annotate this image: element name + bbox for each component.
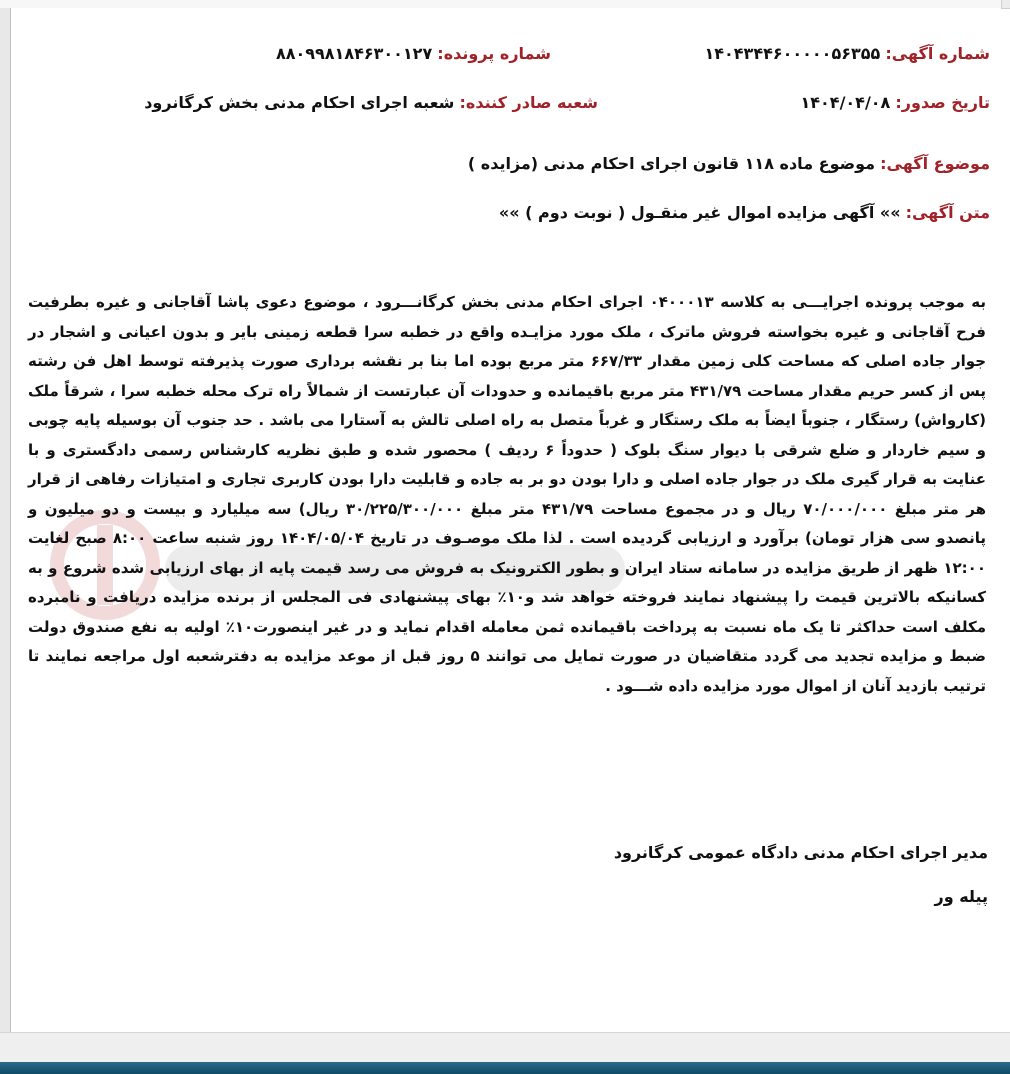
issuer-row (144, 93, 598, 112)
window-bottom-bar (0, 1032, 1010, 1063)
case-number-label: شماره پرونده: (437, 44, 551, 63)
notice-number-value: ۱۴۰۴۳۴۴۶۰۰۰۰۰۵۶۳۵۵ (704, 44, 881, 63)
window-top-strip (0, 0, 1010, 8)
issuer-label: شعبه صادر کننده: (459, 93, 598, 112)
text-title: »» آگهی مزایده اموال غیر منقـول ( نوبت دوم ) »» (498, 203, 901, 222)
issue-date-value: ۱۴۰۴/۰۴/۰۸ (800, 93, 891, 112)
text-title-row (499, 203, 990, 222)
window-left-edge (0, 8, 11, 1032)
notice-body-paragraph: به موجب پرونده اجرایـــی به کلاسه ۰۴۰۰۰۱۳ اجرای احکام مدنی بخش کرگانـــرود ، موضوع دعوی پاشا آقاجانی و غیره بطرفیت فرح آقاجانی و غیره بخواسته فروش ماترک ، ملک مورد مزایـده واقع در خطبه سرا قطعه زمینی بایر و بدون اعیانی و اشجار در جوار جاده اصلی که مساحت کلی زمین مقدار ۶۶۷/۳۳ متر مربع بوده اما بنا بر نقشه برداری صورت پذیرفته توسط اهل فن رشته پس از کسر حریم مقدار مساحت ۴۳۱/۷۹ متر مربع باقیمانده و حدودات آن عبارتست از شمالاً راه ترک محله خطبه سرا ، شرقاً ملک (کارواش) رستگار ، جنوباً ایضاً به ملک رستگار و غرباً متصل به راه اصلی تالش به آستارا می باشد . حد جنوب آن بوسیله پایه چوبی و سیم خاردار و ضلع شرقی با دیوار سنگ بلوک ( حدوداً ۶ ردیف ) محصور شده و طبق نظریه کارشناس رسمی دادگستری و با عنایت به قرار گیری ملک در جوار جاده اصلی و دارا بودن دو بر به جاده و قابلیت دارا بودن کاربری تجاری و امتیازات رفاهی از قرار هر متر مبلغ ۷۰/۰۰۰/۰۰۰ ریال و در مجموع مساحت ۴۳۱/۷۹ متر مبلغ ۳۰/۲۲۵/۳۰۰/۰۰۰ ریال) سه میلیارد و بیست و دو میلیون و پانصدو سی هزار تومان) برآورد و ارزیابی گردیده است . لذا ملک موصـوف در تاریخ ۱۴۰۴/۰۵/۰۴ روز شنبه ساعت ۸:۰۰ صبح لغایت ۱۲:۰۰ ظهر از طریق مزایده در سامانه ستاد ایران و بطور الکترونیک به فروش می رسد قیمت پایه از بهای ارزیابی شده شروع و به کسانیکه بالاترین قیمت را پیشنهاد نمایند فروخته خواهد شد و۱۰٪ بهای پیشنهادی فی المجلس از برنده مزایده دریافت و نامبرده مکلف است حداکثر تا یک ماه نسبت به پرداخت باقیمانده ثمن معامله اقدام نماید و در غیر اینصورت۱۰٪ اولیه به نفع صندوق دولت ضبط و مزایده تجدید می گردد متقاضیان در صورت تمایل می توانند ۵ روز قبل از موعد مزایده به دفترشعبه اول مراجعه نمایند تا ترتیب بازدید آنان از اموال مورد مزایده داده شـــود . (28, 293, 987, 695)
window-corner-button[interactable] (1001, 0, 1010, 9)
text-label: متن آگهی: (905, 203, 990, 222)
signature-name: پیله ور (934, 887, 988, 906)
subject-label: موضوع آگهی: (880, 154, 990, 173)
issue-date-label: تاریخ صدور: (895, 93, 990, 112)
case-number-row (276, 44, 551, 63)
case-number-value: ۸۸۰۹۹۸۱۸۴۶۳۰۰۱۲۷ (275, 44, 433, 63)
signature-title: مدیر اجرای احکام مدنی دادگاه عمومی کرگانرود (613, 843, 988, 862)
subject-row (468, 154, 990, 173)
issuer-value: شعبه اجرای احکام مدنی بخش کرگانرود (144, 93, 455, 112)
taskbar (0, 1062, 1010, 1074)
issue-date-row (801, 93, 991, 112)
subject-value: موضوع ماده ۱۱۸ قانون اجرای احکام مدنی (مزایده ) (467, 154, 876, 173)
notice-number-row (704, 44, 990, 63)
notice-number-label: شماره آگهی: (885, 44, 990, 63)
